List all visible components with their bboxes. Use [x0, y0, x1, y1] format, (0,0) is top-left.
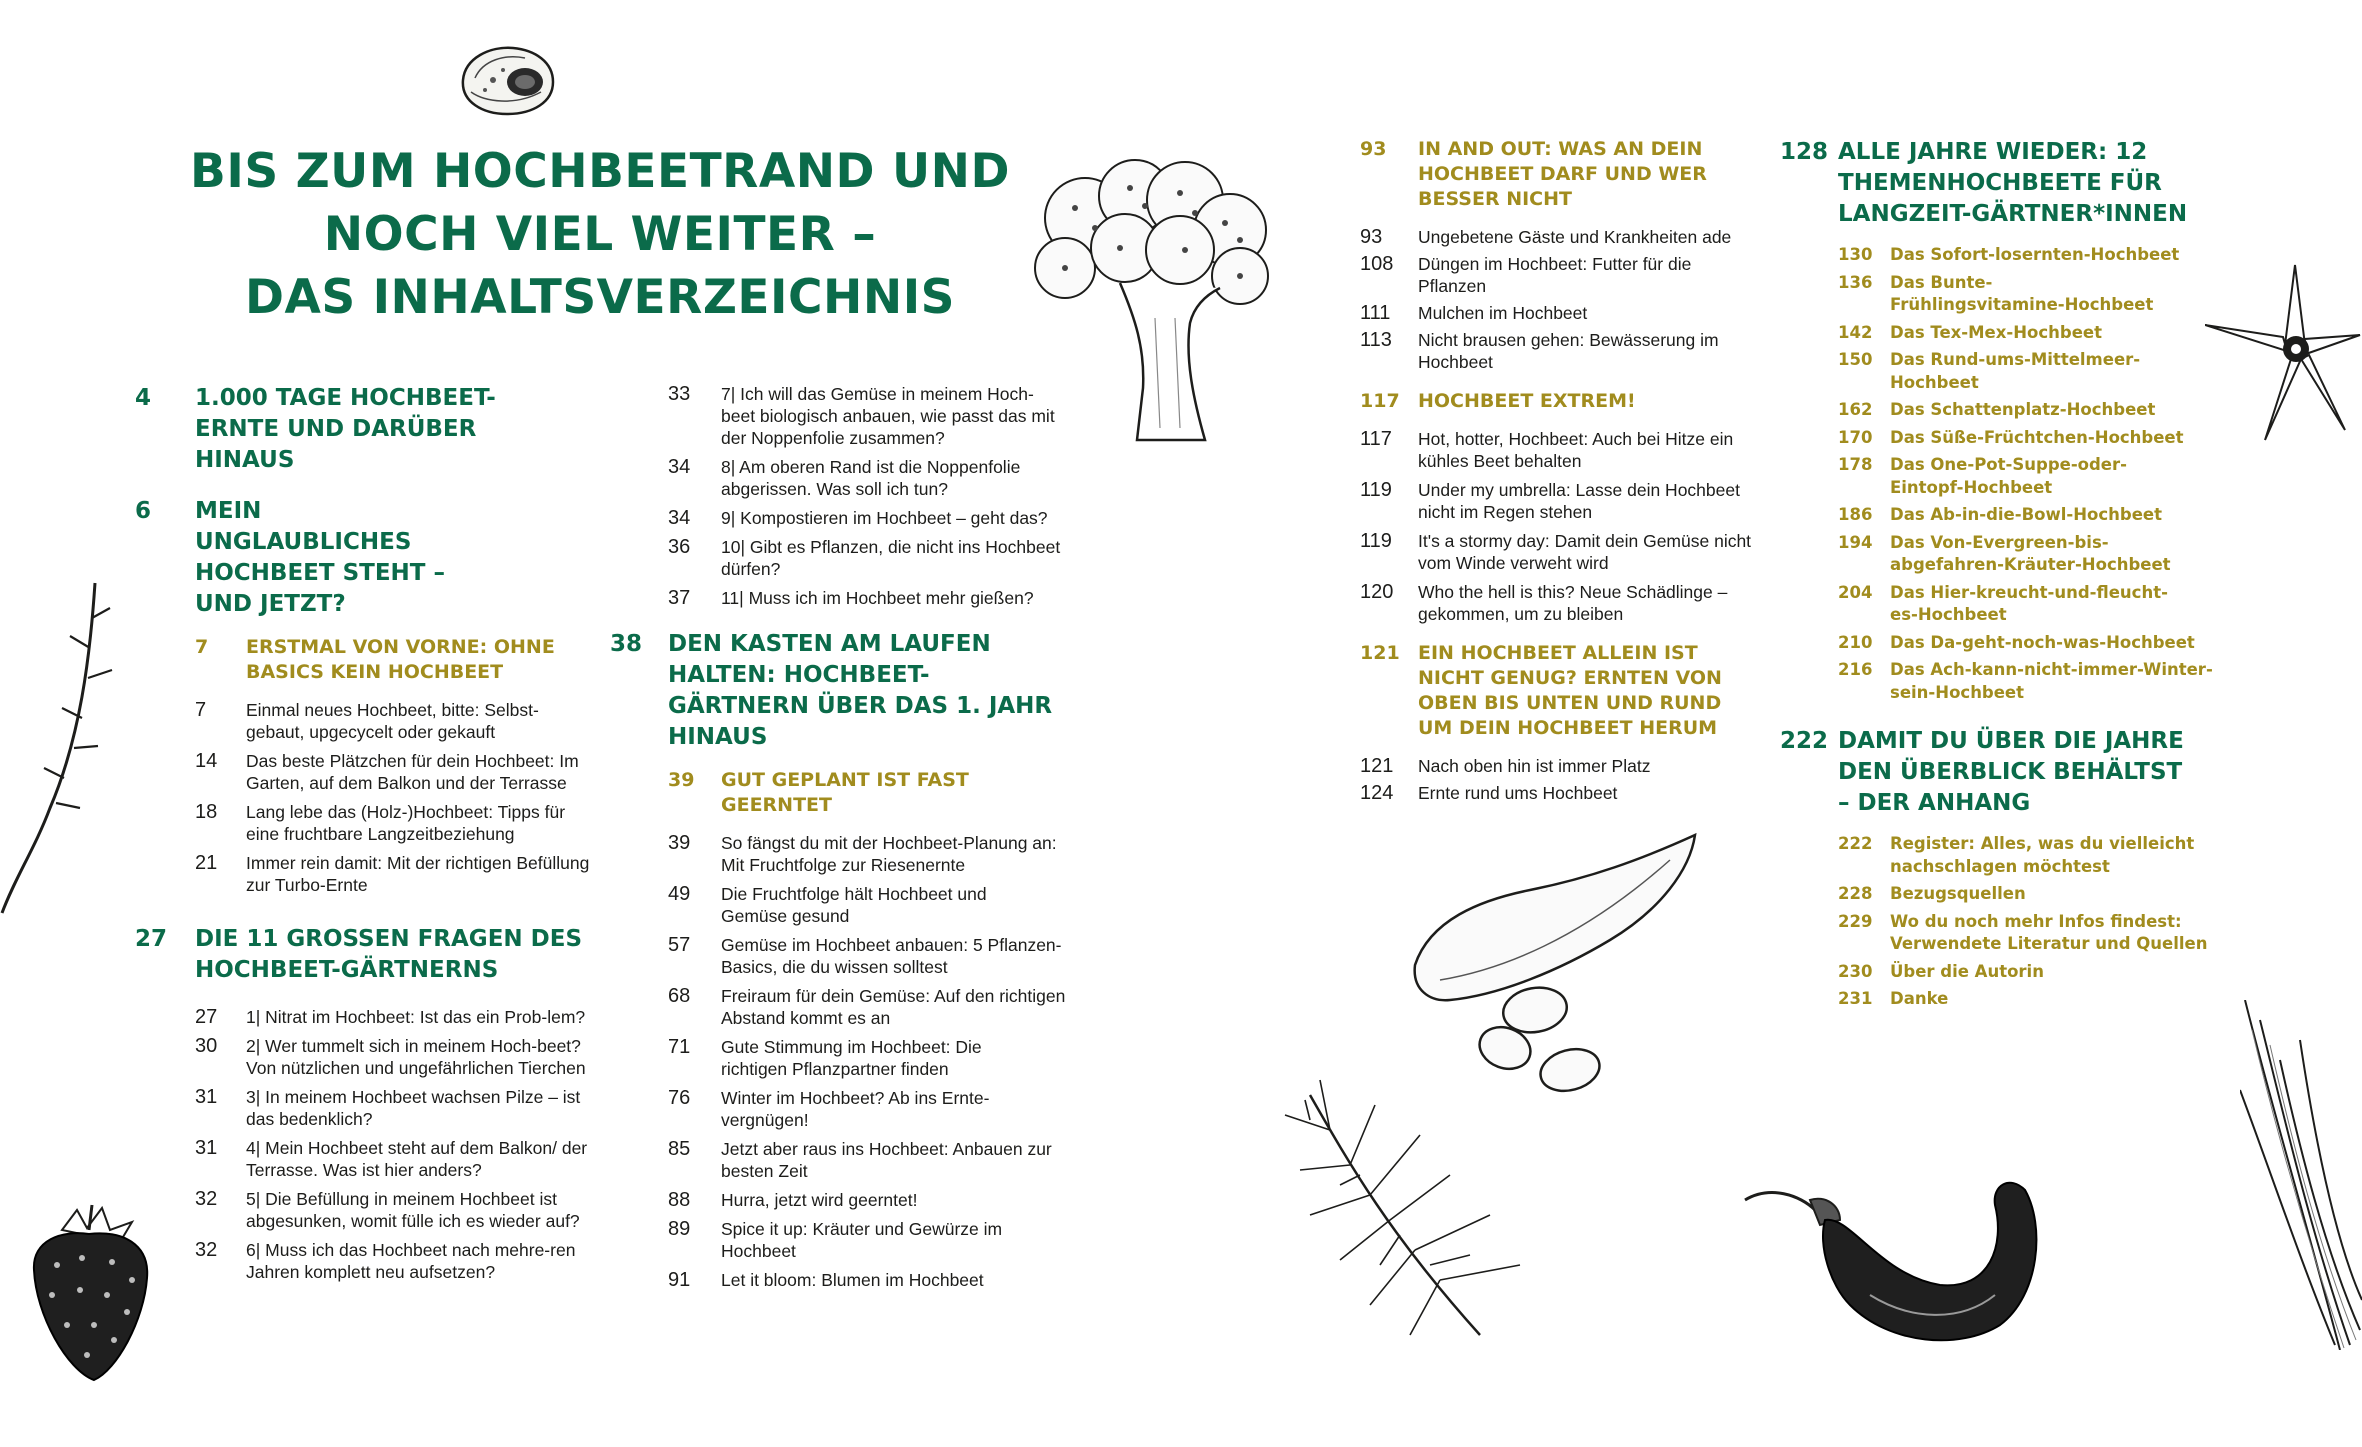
chapter-title: ALLE JAHRE WIEDER: 12 THEMENHOCHBEETE FÜR LANGZEIT-GÄRTNER*INNEN [1838, 139, 2188, 227]
item-title: Einmal neues Hochbeet, bitte: Selbst-gebaut, upgecycelt oder gekauft [246, 700, 539, 742]
item-title: Hurra, jetzt wird geerntet! [721, 1190, 918, 1210]
page-number: 7 [195, 699, 207, 721]
toc-item[interactable] [1780, 399, 2220, 422]
page-number: 6 [135, 498, 152, 524]
toc-item[interactable] [610, 832, 1080, 876]
page-number: 113 [1360, 329, 1392, 351]
page-number: 32 [195, 1239, 218, 1261]
toc-item[interactable] [610, 587, 1080, 609]
item-title: Das Ach-kann-nicht-immer-Winter-sein-Hochbeet [1890, 660, 2213, 702]
item-title: Freiraum für dein Gemüse: Auf den richtigen Abstand kommt es an [721, 986, 1066, 1028]
chapter-title: DEN KASTEN AM LAUFEN HALTEN: HOCHBEET-GÄRTNERN ÜBER DAS 1. JAHR HINAUS [668, 631, 1053, 750]
toc-item[interactable] [1780, 244, 2220, 267]
page-number: 111 [1360, 302, 1391, 324]
toc-item[interactable] [135, 1188, 595, 1232]
page-number: 30 [195, 1035, 218, 1057]
toc-item[interactable] [135, 852, 595, 896]
title-line-3: DAS INHALTSVERZEICHNIS [244, 270, 956, 325]
item-title: Jetzt aber raus ins Hochbeet: Anbauen zur besten Zeit [721, 1139, 1052, 1181]
page-number: 68 [668, 985, 691, 1007]
page-number: 4 [135, 385, 152, 411]
toc-item[interactable] [1780, 322, 2220, 345]
toc-item[interactable] [610, 883, 1080, 927]
section-entry[interactable] [1360, 389, 1760, 414]
toc-item[interactable] [1780, 833, 2220, 878]
item-title: 9| Kompostieren im Hochbeet – geht das? [721, 508, 1048, 528]
toc-item[interactable] [1780, 988, 2220, 1011]
item-title: Das Hier-kreucht-und-fleucht-es-Hochbeet [1890, 582, 2168, 624]
item-title: 1| Nitrat im Hochbeet: Ist das ein Prob-lem? [246, 1007, 586, 1027]
item-title: Das Von-Evergreen-bis-abgefahren-Kräuter-Hochbeet [1890, 532, 2171, 574]
item-title: Hot, hotter, Hochbeet: Auch bei Hitze ein kühles Beet behalten [1418, 429, 1734, 471]
item-title: Spice it up: Kräuter und Gewürze im Hochbeet [721, 1219, 1003, 1261]
item-title: Nach oben hin ist immer Platz [1418, 756, 1651, 776]
page-number: 34 [668, 507, 691, 529]
section-title: HOCHBEET EXTREM! [1418, 390, 1636, 412]
chapter-entry[interactable] [610, 629, 1080, 753]
page-number: 21 [195, 852, 218, 874]
item-title: 5| Die Befüllung in meinem Hochbeet ist abgesunken, womit fülle ich es wieder auf? [246, 1189, 580, 1231]
toc-item[interactable] [1360, 226, 1760, 248]
herb-sprig-illustration [0, 578, 130, 918]
section-title: EIN HOCHBEET ALLEIN IST NICHT GENUG? ERNTEN VON OBEN BIS UNTEN UND RUND UM DEIN HOCHBEET HERUM [1418, 642, 1722, 739]
toc-item[interactable] [1780, 504, 2220, 527]
star-flower-illustration [2205, 255, 2362, 445]
toc-column-1 [135, 383, 595, 1283]
item-title: Düngen im Hochbeet: Futter für die Pflanzen [1418, 254, 1692, 296]
toc-item[interactable] [1360, 302, 1760, 324]
item-title: Nicht brausen gehen: Bewässerung im Hochbeet [1418, 330, 1719, 372]
page-number: 31 [195, 1086, 218, 1108]
page-number: 71 [668, 1036, 691, 1058]
chapter-entry[interactable] [135, 496, 595, 620]
page-number: 229 [1838, 911, 1873, 931]
item-title: Ungebetene Gäste und Krankheiten ade [1418, 227, 1732, 247]
page-number: 194 [1838, 532, 1873, 552]
toc-item[interactable] [1360, 530, 1760, 574]
page-number: 216 [1838, 660, 1873, 679]
page-number: 37 [668, 587, 691, 609]
page-number: 150 [1838, 350, 1873, 369]
page-number: 130 [1838, 245, 1873, 264]
section-title: ERSTMAL VON VORNE: OHNE BASICS KEIN HOCHBEET [246, 636, 555, 683]
chapter-entry[interactable] [1780, 137, 2220, 230]
toc-item[interactable] [1780, 659, 2220, 704]
page-number: 93 [1360, 226, 1383, 248]
item-title: Danke [1890, 989, 1949, 1008]
chapter-title: MEIN UNGLAUBLICHES HOCHBEET STEHT – UND JETZT? [195, 498, 445, 617]
item-title: 11| Muss ich im Hochbeet mehr gießen? [721, 588, 1034, 608]
item-title: So fängst du mit der Hochbeet-Planung an: Mit Fruchtfolge zur Riesenernte [721, 833, 1057, 875]
page-number: 32 [195, 1188, 218, 1210]
item-title: Über die Autorin [1890, 961, 2044, 981]
toc-item[interactable] [1780, 911, 2220, 956]
page-number: 7 [195, 636, 209, 658]
toc-item[interactable] [1360, 329, 1760, 373]
title-line-2: NOCH VIEL WEITER – [323, 207, 877, 262]
chapter-entry[interactable] [135, 924, 595, 986]
bean-pod-illustration [1410, 830, 1710, 1100]
page-number: 93 [1360, 138, 1387, 160]
page-number: 121 [1360, 642, 1400, 664]
item-title: Das Rund-ums-Mittelmeer-Hochbeet [1890, 350, 2141, 392]
toc-item[interactable] [1360, 479, 1760, 523]
item-title: Lang lebe das (Holz-)Hochbeet: Tipps für eine fruchtbare Langzeitbeziehung [246, 802, 566, 844]
page-number: 119 [1360, 479, 1392, 501]
page-number: 178 [1838, 455, 1873, 474]
page-number: 85 [668, 1138, 691, 1160]
page-number: 128 [1780, 139, 1829, 165]
page-number: 170 [1838, 427, 1873, 447]
toc-item[interactable] [1780, 427, 2220, 450]
toc-item[interactable] [610, 507, 1080, 529]
item-title: Das beste Plätzchen für dein Hochbeet: Im Garten, auf dem Balkon und der Terrasse [246, 751, 579, 793]
page-number: 33 [668, 383, 691, 405]
item-title: Gemüse im Hochbeet anbauen: 5 Pflanzen-Basics, die du wissen solltest [721, 935, 1062, 977]
toc-item[interactable] [610, 1218, 1080, 1262]
item-title: 10| Gibt es Pflanzen, die nicht ins Hochbeet dürfen? [721, 537, 1061, 579]
item-title: Das Schattenplatz-Hochbeet [1890, 400, 2156, 419]
item-title: It's a stormy day: Damit dein Gemüse nicht vom Winde verweht wird [1418, 531, 1752, 573]
toc-item[interactable] [610, 536, 1080, 580]
toc-item[interactable] [1360, 581, 1760, 625]
item-title: 6| Muss ich das Hochbeet nach mehre-ren Jahren komplett neu aufsetzen? [246, 1240, 576, 1282]
page-number: 14 [195, 750, 218, 772]
toc-item[interactable] [135, 1239, 595, 1283]
chapter-entry[interactable] [135, 383, 595, 476]
chapter-title: 1.000 TAGE HOCHBEET-ERNTE UND DARÜBER HINAUS [195, 385, 496, 473]
page-number: 228 [1838, 884, 1873, 903]
item-title: Bezugsquellen [1890, 884, 2026, 903]
item-title: 3| In meinem Hochbeet wachsen Pilze – ist das bedenklich? [246, 1087, 581, 1129]
item-title: 7| Ich will das Gemüse in meinem Hoch-beet biologisch anbauen, wie passt das mit der Noppenfolie zusammen? [721, 384, 1055, 448]
toc-item[interactable] [135, 1086, 595, 1130]
page-number: 204 [1838, 582, 1873, 602]
section-entry[interactable] [135, 635, 595, 685]
item-title: Who the hell is this? Neue Schädlinge – gekommen, um zu bleiben [1418, 582, 1728, 624]
toc-item[interactable] [1780, 454, 2220, 499]
toc-item[interactable] [1780, 883, 2220, 906]
item-title: Winter im Hochbeet? Ab ins Ernte-vergnügen! [721, 1088, 990, 1130]
item-title: Let it bloom: Blumen im Hochbeet [721, 1270, 984, 1290]
page-number: 162 [1838, 400, 1873, 419]
page-number: 210 [1838, 632, 1873, 652]
item-title: Das Ab-in-die-Bowl-Hochbeet [1890, 505, 2162, 524]
page-number: 27 [195, 1006, 218, 1028]
page-number: 186 [1838, 505, 1873, 524]
toc-item[interactable] [610, 456, 1080, 500]
page-number: 136 [1838, 272, 1873, 292]
item-title: Das Tex-Mex-Hochbeet [1890, 322, 2102, 342]
page-number: 222 [1838, 834, 1873, 853]
page-number: 34 [668, 456, 691, 478]
item-title: Das Da-geht-noch-was-Hochbeet [1890, 632, 2195, 652]
sliced-fig-illustration [455, 40, 560, 120]
page-number: 27 [135, 926, 168, 952]
section-entry[interactable] [1360, 137, 1760, 212]
page-number: 142 [1838, 322, 1873, 342]
item-title: 2| Wer tummelt sich in meinem Hoch-beet? Von nützlichen und ungefährlichen Tierchen [246, 1036, 586, 1078]
title-line-1: BIS ZUM HOCHBEETRAND UND [190, 144, 1010, 199]
toc-item[interactable] [610, 1269, 1080, 1291]
chapter-entry[interactable] [1780, 726, 2220, 819]
toc-item[interactable] [1780, 532, 2220, 577]
item-title: 4| Mein Hochbeet steht auf dem Balkon/ der Terrasse. Was ist hier anders? [246, 1138, 588, 1180]
toc-item[interactable] [610, 1036, 1080, 1080]
toc-column-2 [610, 383, 1080, 1291]
toc-column-3 [1360, 137, 1760, 804]
item-title: Immer rein damit: Mit der richtigen Befüllung zur Turbo-Ernte [246, 853, 590, 895]
item-title: Ernte rund ums Hochbeet [1418, 783, 1618, 803]
item-title: 8| Am oberen Rand ist die Noppenfolie abgerissen. Was soll ich tun? [721, 457, 1021, 499]
page-number: 119 [1360, 530, 1392, 552]
chapter-title: DAMIT DU ÜBER DIE JAHRE DEN ÜBERBLICK BEHÄLTST – DER ANHANG [1838, 728, 2184, 816]
item-title: Mulchen im Hochbeet [1418, 303, 1588, 323]
page-number: 18 [195, 801, 218, 823]
page-number: 230 [1838, 961, 1873, 981]
item-title: Das Sofort-losernten-Hochbeet [1890, 245, 2180, 264]
item-title: Die Fruchtfolge hält Hochbeet und Gemüse gesund [721, 884, 987, 926]
page-number: 89 [668, 1218, 691, 1240]
toc-item[interactable] [610, 934, 1080, 978]
page-number: 124 [1360, 782, 1394, 804]
chives-illustration [2240, 1000, 2362, 1350]
page-number: 108 [1360, 253, 1394, 275]
page-number: 39 [668, 832, 691, 854]
toc-item[interactable] [1780, 582, 2220, 627]
page-number: 121 [1360, 755, 1394, 777]
page-number: 36 [668, 536, 691, 558]
item-title: Register: Alles, was du vielleicht nachschlagen möchtest [1890, 834, 2195, 876]
section-title: GUT GEPLANT IST FAST GEERNTET [721, 769, 969, 816]
page-number: 117 [1360, 390, 1400, 412]
page-number: 88 [668, 1189, 691, 1211]
page-number: 31 [195, 1137, 218, 1159]
section-entry[interactable] [610, 768, 1080, 818]
dill-sprig-illustration [1280, 1075, 1540, 1345]
item-title: Das One-Pot-Suppe-oder-Eintopf-Hochbeet [1890, 455, 2127, 497]
toc-item[interactable] [1780, 632, 2220, 655]
page-number: 222 [1780, 728, 1829, 754]
page-number: 76 [668, 1087, 691, 1109]
item-title: Wo du noch mehr Infos findest: Verwendete Literatur und Quellen [1890, 911, 2208, 953]
toc-item[interactable] [1360, 428, 1760, 472]
toc-item[interactable] [135, 1137, 595, 1181]
toc-item[interactable] [1360, 755, 1760, 777]
page-number: 39 [668, 769, 695, 791]
toc-item[interactable] [135, 1035, 595, 1079]
toc-item[interactable] [610, 1087, 1080, 1131]
toc-item[interactable] [135, 1006, 595, 1028]
toc-item[interactable] [1360, 782, 1760, 804]
page-number: 117 [1360, 428, 1392, 450]
chili-pepper-illustration [1740, 1165, 2050, 1355]
page-number: 49 [668, 883, 691, 905]
toc-item[interactable] [1780, 272, 2220, 317]
toc-item[interactable] [135, 750, 595, 794]
item-title: Das Süße-Früchtchen-Hochbeet [1890, 427, 2184, 447]
page-number: 57 [668, 934, 691, 956]
item-title: Das Bunte-Frühlingsvitamine-Hochbeet [1890, 272, 2154, 314]
item-title: Gute Stimmung im Hochbeet: Die richtigen Pflanzpartner finden [721, 1037, 982, 1079]
toc-item[interactable] [610, 383, 1080, 449]
toc-item[interactable] [135, 801, 595, 845]
page-number: 231 [1838, 989, 1873, 1008]
toc-item[interactable] [1780, 961, 2220, 984]
toc-item[interactable] [610, 1138, 1080, 1182]
page-number: 91 [668, 1269, 691, 1291]
chapter-title: DIE 11 GROSSEN FRAGEN DES HOCHBEET-GÄRTNERNS [195, 926, 583, 983]
toc-column-4 [1780, 137, 2220, 1011]
page-title [150, 140, 1050, 329]
section-entry[interactable] [1360, 641, 1760, 741]
page-number: 120 [1360, 581, 1394, 603]
item-title: Under my umbrella: Lasse dein Hochbeet nicht im Regen stehen [1418, 480, 1740, 522]
toc-item[interactable] [610, 985, 1080, 1029]
toc-item[interactable] [1780, 349, 2220, 394]
toc-item[interactable] [610, 1189, 1080, 1211]
toc-item[interactable] [135, 699, 595, 743]
section-title: IN AND OUT: WAS AN DEIN HOCHBEET DARF UND WER BESSER NICHT [1418, 138, 1707, 210]
page-number: 38 [610, 631, 643, 657]
toc-item[interactable] [1360, 253, 1760, 297]
